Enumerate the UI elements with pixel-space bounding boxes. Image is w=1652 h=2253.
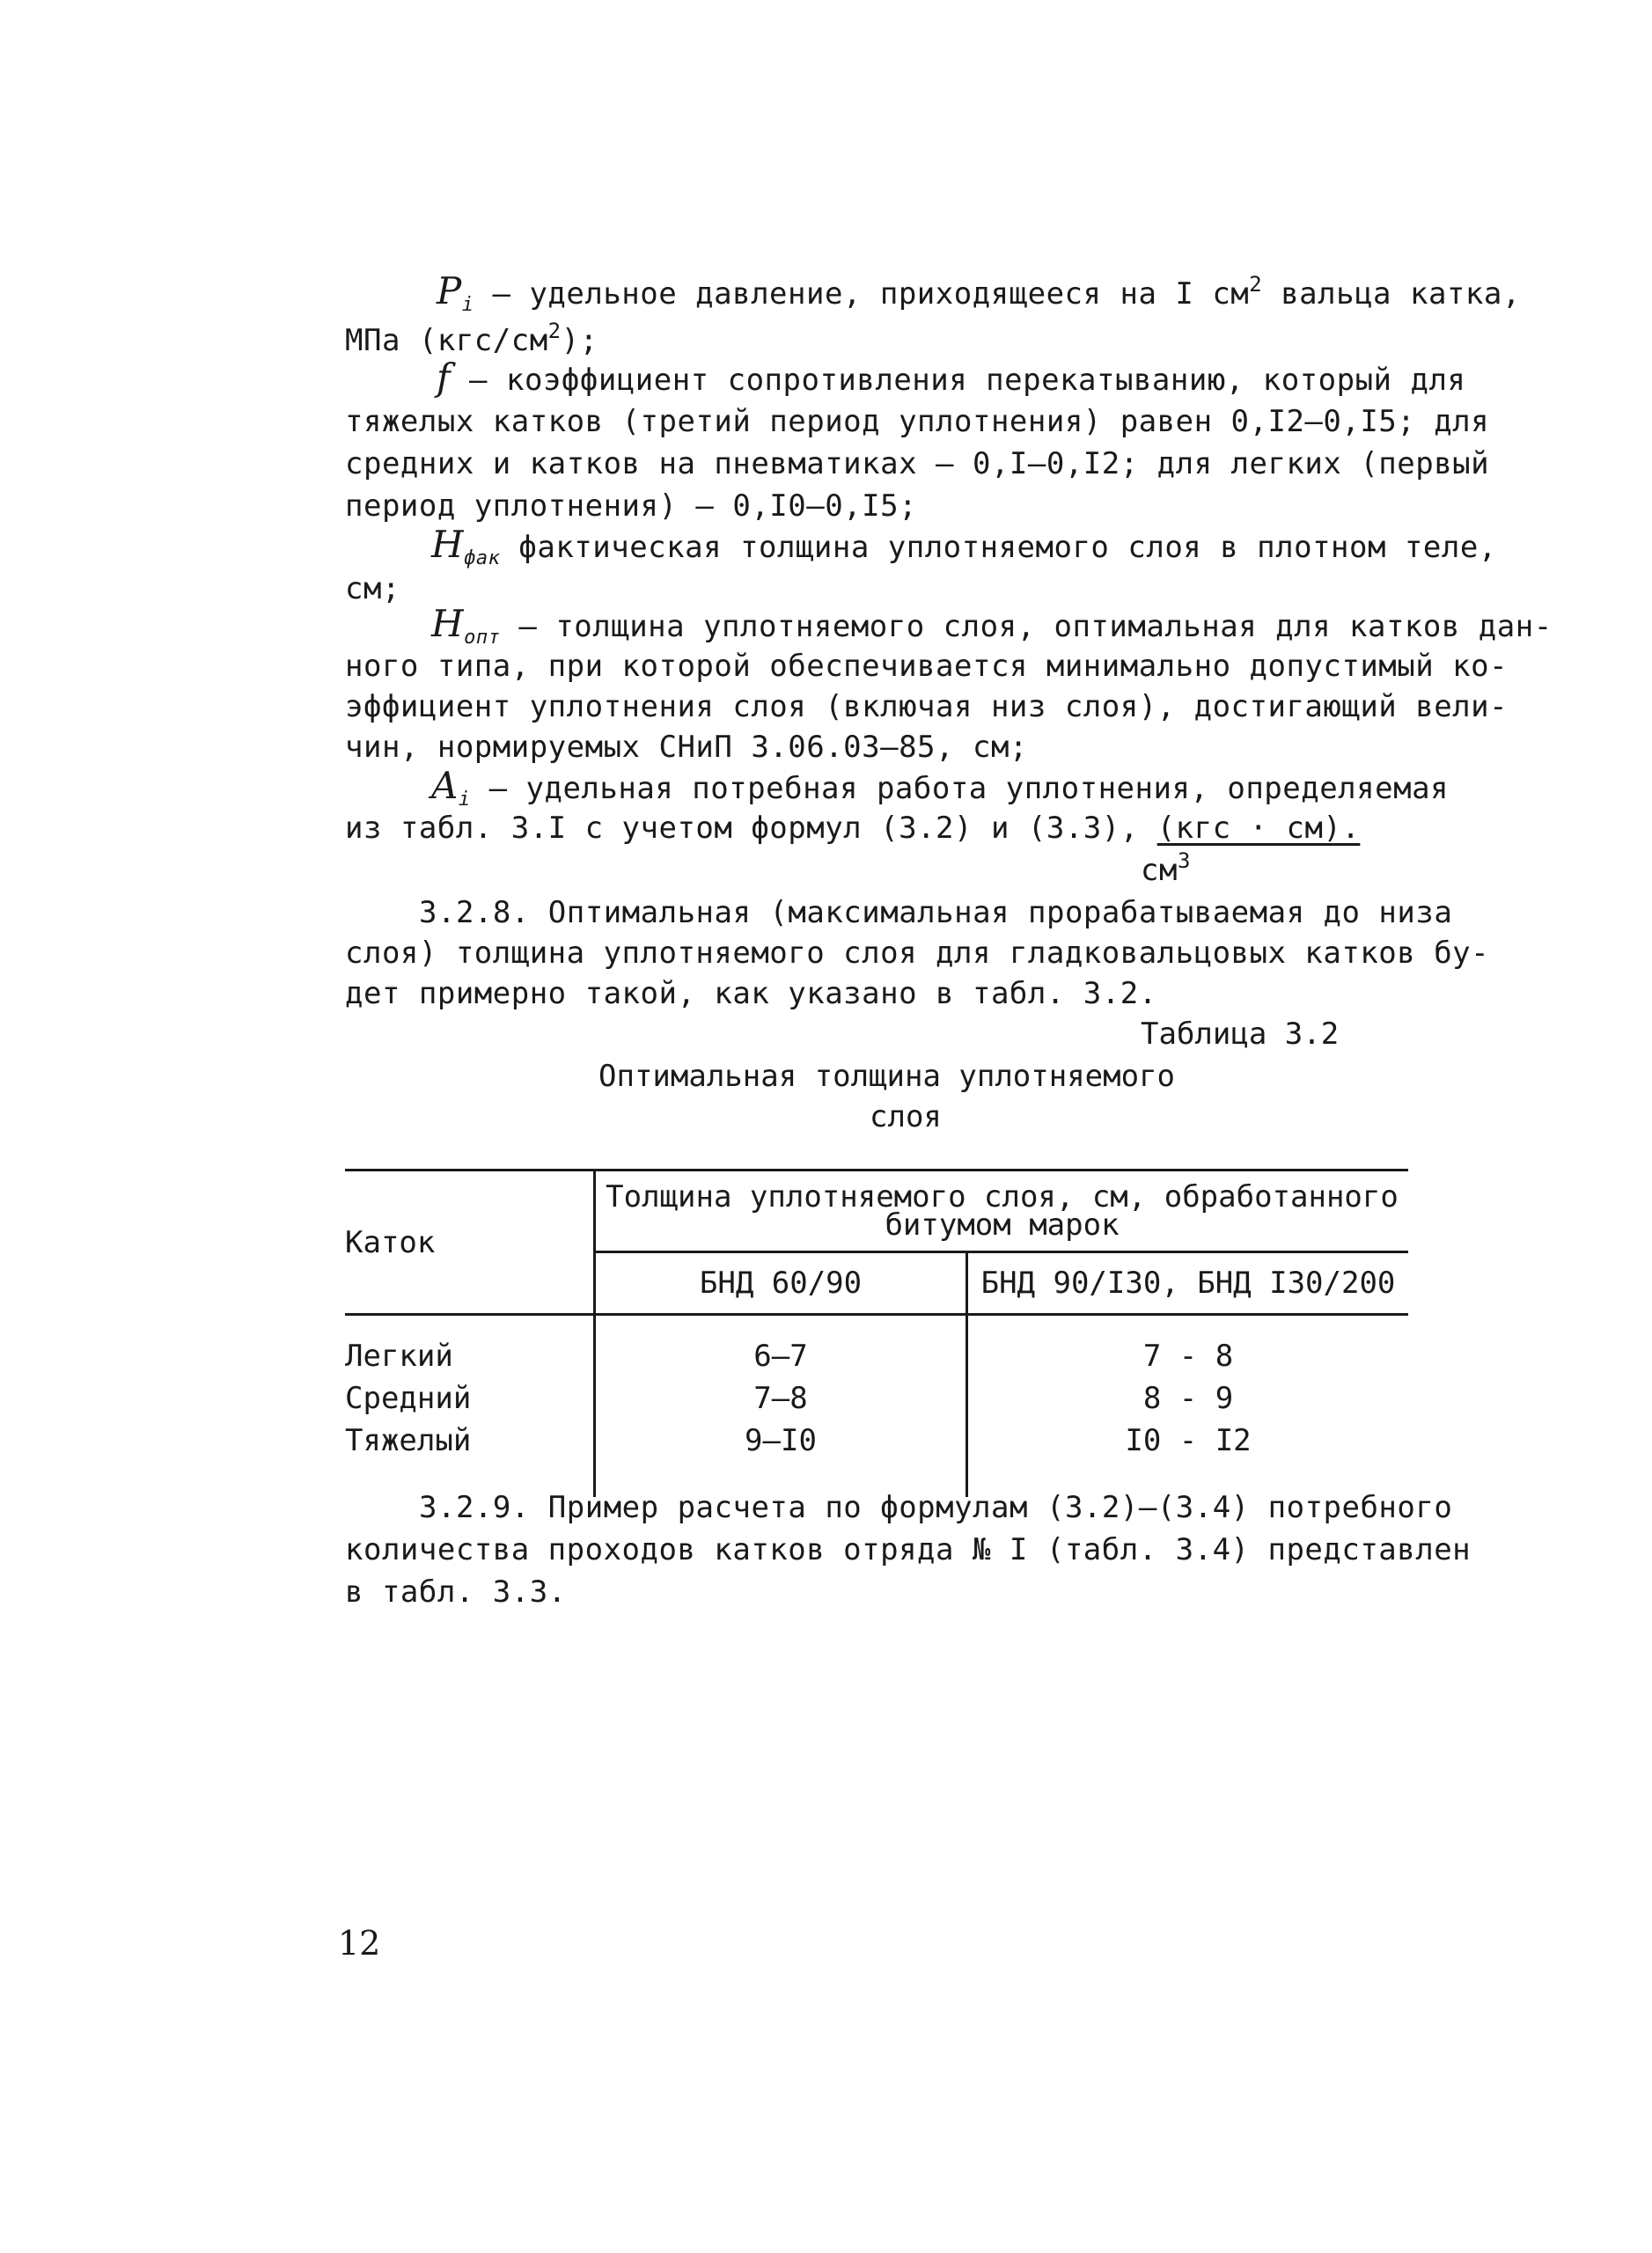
- def-hopt-line4: чин, нормируемых СНиП 3.06.03–85, см;: [345, 730, 1028, 765]
- def-a-line2: [345, 808, 1360, 848]
- symbol-h-opt-sub: опт: [464, 627, 501, 649]
- row-value-1: 7–8: [595, 1377, 967, 1420]
- def-hfak-text1: фактическая толщина уплотняемого слоя в плотном теле,: [518, 530, 1497, 565]
- para-328-line3: дет примерно такой, как указано в табл. 3.2.: [345, 976, 1157, 1011]
- def-a-text1: – удельная потребная работа уплотнения, определяемая: [488, 771, 1450, 806]
- header-group-line2: битумом марок: [885, 1207, 1120, 1243]
- table-label: Таблица 3.2: [1141, 1016, 1340, 1052]
- def-hfak-line1: [431, 525, 1497, 579]
- row-value-1: 6–7: [595, 1335, 967, 1377]
- row-value-2: 8 - 9: [967, 1377, 1409, 1420]
- symbol-p-sub: i: [461, 294, 474, 316]
- header-bnd-90-130: БНД 90/I30, БНД I30/200: [967, 1252, 1409, 1315]
- row-name: Тяжелый: [345, 1423, 472, 1458]
- def-p-line1: [437, 271, 1521, 326]
- symbol-h-opt: H: [431, 602, 465, 645]
- def-a-text2: из табл. 3.I с учетом формул (3.2) и (3.3),: [345, 811, 1139, 846]
- para-329-line3: в табл. 3.3.: [345, 1574, 567, 1610]
- symbol-f: f: [437, 356, 452, 399]
- symbol-h-fak: H: [431, 523, 465, 566]
- table-3-2: [345, 1169, 1408, 1497]
- def-f-line2: тяжелых катков (третий период уплотнения) равен 0,I2–0,I5; для: [345, 404, 1490, 439]
- def-hopt-text1: – толщина уплотняемого слоя, оптимальная для катков дан-: [518, 609, 1553, 644]
- symbol-a: A: [431, 764, 459, 807]
- table-title-line2: слоя: [870, 1099, 942, 1134]
- row-name: Легкий: [345, 1339, 453, 1374]
- symbol-a-sub: i: [458, 789, 471, 811]
- unit-fraction-numerator: (кгс · см).: [1156, 811, 1361, 846]
- table-row: [345, 1420, 1408, 1462]
- table-row: [345, 1377, 1408, 1420]
- header-group: [595, 1171, 1409, 1252]
- row-name: Средний: [345, 1381, 472, 1416]
- def-p-line2: [345, 320, 598, 361]
- para-329-line2: количества проходов катков отряда № I (табл. 3.4) представлен: [345, 1532, 1472, 1567]
- sup-2-a: 2: [1249, 272, 1263, 297]
- page-number: 12: [338, 1924, 381, 1963]
- def-f-text1: – коэффициент сопротивления перекатыванию, который для: [469, 363, 1466, 398]
- symbol-p: P: [437, 269, 462, 312]
- header-bnd-60-90: БНД 60/90: [595, 1252, 967, 1315]
- row-value-2: 7 - 8: [967, 1335, 1409, 1377]
- unit-fraction-denominator: [1141, 850, 1191, 891]
- header-group-line1: Толщина уплотняемого слоя, см, обработанного: [606, 1179, 1399, 1215]
- def-p-text-end: вальца катка,: [1281, 276, 1521, 312]
- def-f-line4: период уплотнения) – 0,I0–0,I5;: [345, 488, 918, 524]
- symbol-h-fak-sub: фак: [464, 547, 501, 569]
- row-value-1: 9–I0: [595, 1420, 967, 1462]
- table-row: [345, 1335, 1408, 1377]
- para-328-line1: 3.2.8. Оптимальная (максимальная прорабатываемая до низа: [419, 895, 1453, 930]
- table-title-line1: Оптимальная толщина уплотняемого: [598, 1059, 1176, 1094]
- def-hopt-line2: ного типа, при которой обеспечивается минимально допустимый ко-: [345, 649, 1509, 684]
- row-value-2: I0 - I2: [967, 1420, 1409, 1462]
- sup-2-b: 2: [547, 319, 562, 343]
- header-katok: Каток: [345, 1171, 595, 1315]
- para-329-line1: 3.2.9. Пример расчета по формулам (3.2)–(3.4) потребного: [419, 1490, 1453, 1525]
- def-f-line3: средних и катков на пневматиках – 0,I–0,I2; для легких (первый: [345, 446, 1490, 481]
- unit-den-text: см: [1141, 853, 1178, 888]
- def-p-line2-end: );: [561, 323, 598, 358]
- para-328-line2: слоя) толщина уплотняемого слоя для гладковальцовых катков бу-: [345, 936, 1490, 971]
- def-p-text: – удельное давление, приходящееся на I см: [492, 276, 1250, 312]
- def-hopt-line3: эффициент уплотнения слоя (включая низ слоя), достигающий вели-: [345, 689, 1509, 724]
- def-hfak-line2: см;: [345, 571, 400, 606]
- def-p-line2-text: МПа (кгс/см: [345, 323, 548, 358]
- def-f-line1: [437, 357, 1465, 400]
- sup-3: 3: [1177, 848, 1191, 873]
